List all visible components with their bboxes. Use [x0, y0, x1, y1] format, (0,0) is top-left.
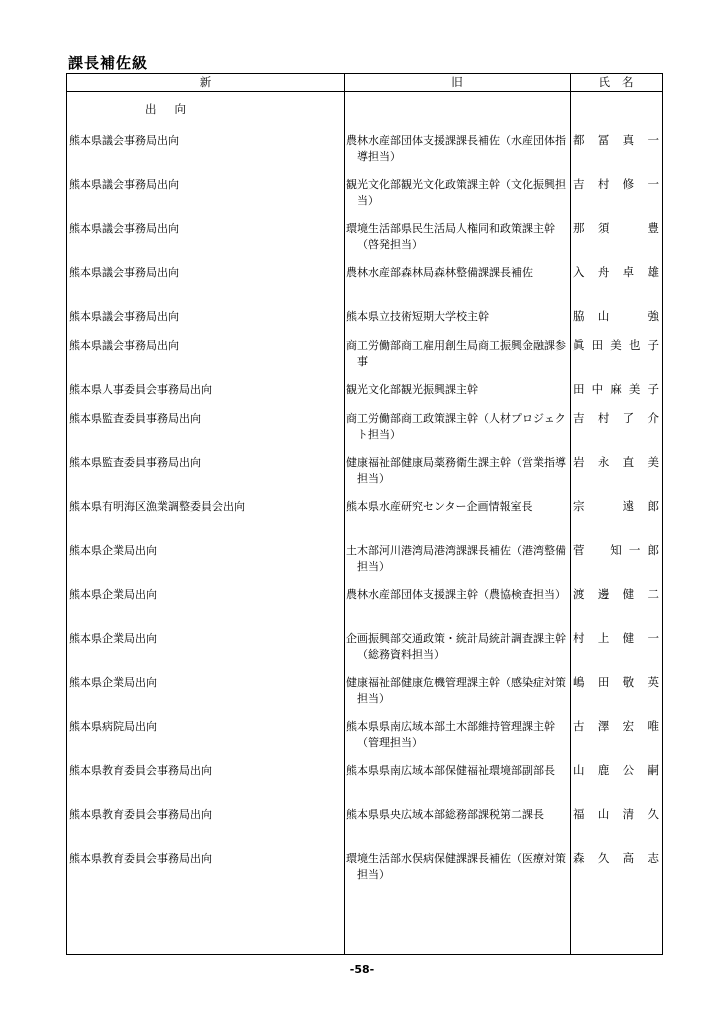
cell-person-name: 森久高志	[573, 851, 659, 865]
cell-old-assignment: 健康福祉部健康危機管理課主幹（感染症対策担当）	[346, 676, 566, 705]
cell-new-assignment: 熊本県議会事務局出向	[69, 310, 179, 323]
table-row	[67, 631, 664, 675]
cell-new-assignment: 熊本県監査委員事務局出向	[69, 412, 201, 425]
cell-new-assignment: 熊本県議会事務局出向	[69, 222, 179, 235]
cell-person-name: 菅 知一郎	[573, 543, 659, 557]
table-row	[67, 309, 664, 338]
cell-new-assignment: 熊本県企業局出向	[69, 632, 157, 645]
cell-old-assignment: 土木部河川港湾局港湾課課長補佐（港湾整備担当）	[346, 544, 566, 573]
cell-old-assignment: 熊本県県南広域本部保健福祉環境部副部長	[346, 764, 555, 777]
page-number: -58-	[349, 963, 375, 976]
cell-new-assignment: 熊本県企業局出向	[69, 676, 157, 689]
table-row	[67, 221, 664, 265]
cell-person-name: 吉村修一	[573, 177, 659, 191]
table-row	[67, 177, 664, 221]
column-header-old: 旧	[451, 75, 463, 89]
cell-old-assignment: 熊本県県央広域本部総務部課税第二課長	[346, 808, 544, 821]
table-row	[67, 807, 664, 851]
table-row	[67, 675, 664, 719]
cell-old-assignment: 農林水産部団体支援課課長補佐（水産団体指導担当）	[346, 134, 566, 163]
cell-person-name: 吉村了介	[573, 411, 659, 425]
cell-old-assignment: 熊本県立技術短期大学校主幹	[346, 310, 489, 323]
cell-new-assignment: 熊本県人事委員会事務局出向	[69, 383, 212, 396]
column-header-name: 氏名	[598, 75, 646, 89]
table-row	[67, 133, 664, 177]
table-row	[67, 499, 664, 543]
column-header-new: 新	[199, 75, 212, 89]
cell-person-name: 入舟卓雄	[573, 265, 659, 279]
cell-new-assignment: 熊本県企業局出向	[69, 588, 157, 601]
cell-new-assignment: 熊本県議会事務局出向	[69, 178, 179, 191]
cell-person-name: 山鹿公嗣	[573, 763, 659, 777]
cell-new-assignment: 熊本県議会事務局出向	[69, 134, 179, 147]
table-row	[67, 543, 664, 587]
cell-new-assignment: 熊本県企業局出向	[69, 544, 157, 557]
table-row	[67, 411, 664, 455]
cell-old-assignment: 観光文化部観光文化政策課主幹（文化振興担当）	[346, 178, 566, 207]
cell-new-assignment: 熊本県教育委員会事務局出向	[69, 852, 212, 865]
cell-old-assignment: 商工労働部商工雇用創生局商工振興金融課参事	[346, 339, 566, 368]
table-row	[67, 587, 664, 631]
cell-person-name: 嶋田敬英	[573, 675, 659, 689]
cell-new-assignment: 熊本県有明海区漁業調整委員会出向	[69, 500, 245, 513]
cell-person-name: 古澤宏唯	[573, 719, 659, 733]
personnel-table	[66, 73, 663, 955]
cell-old-assignment: 観光文化部観光振興課主幹	[346, 383, 478, 396]
header-divider	[67, 91, 662, 92]
cell-old-assignment: 農林水産部団体支援課主幹（農協検査担当）	[346, 588, 566, 601]
section-label: 出向	[145, 102, 204, 116]
cell-person-name: 福山清久	[573, 807, 659, 821]
cell-old-assignment: 企画振興部交通政策・統計局統計調査課主幹（総務資料担当）	[346, 632, 566, 661]
cell-person-name: 那須 豊	[573, 221, 659, 235]
cell-new-assignment: 熊本県監査委員事務局出向	[69, 456, 201, 469]
cell-new-assignment: 熊本県教育委員会事務局出向	[69, 808, 212, 821]
table-row	[67, 763, 664, 807]
table-body	[67, 133, 664, 895]
cell-person-name: 村上健一	[573, 631, 659, 645]
table-row	[67, 265, 664, 309]
cell-new-assignment: 熊本県議会事務局出向	[69, 266, 179, 279]
cell-new-assignment: 熊本県病院局出向	[69, 720, 157, 733]
cell-new-assignment: 熊本県議会事務局出向	[69, 339, 179, 352]
cell-old-assignment: 熊本県県南広域本部土木部維持管理課主幹（管理担当）	[346, 720, 555, 749]
table-row	[67, 455, 664, 499]
cell-old-assignment: 環境生活部水俣病保健課課長補佐（医療対策担当）	[346, 852, 566, 881]
cell-person-name: 宗 遠郎	[573, 499, 659, 513]
cell-person-name: 都冨真一	[573, 133, 659, 147]
cell-old-assignment: 農林水産部森林局森林整備課課長補佐	[346, 266, 533, 279]
cell-person-name: 眞田美也子	[573, 338, 659, 352]
table-row	[67, 851, 664, 895]
cell-new-assignment: 熊本県教育委員会事務局出向	[69, 764, 212, 777]
cell-old-assignment: 健康福祉部健康局薬務衛生課主幹（営業指導担当）	[346, 456, 566, 485]
cell-old-assignment: 環境生活部県民生活局人権同和政策課主幹（啓発担当）	[346, 222, 555, 251]
cell-person-name: 渡邊健二	[573, 587, 659, 601]
cell-person-name: 岩永直美	[573, 455, 659, 469]
table-row	[67, 719, 664, 763]
cell-old-assignment: 商工労働部商工政策課主幹（人材プロジェクト担当）	[346, 412, 566, 441]
page-heading: 課長補佐級	[68, 54, 149, 72]
cell-person-name: 田中麻美子	[573, 382, 659, 396]
cell-person-name: 脇山 強	[573, 309, 659, 323]
table-row	[67, 382, 664, 411]
table-row	[67, 338, 664, 382]
cell-old-assignment: 熊本県水産研究センター企画情報室長	[346, 500, 533, 513]
